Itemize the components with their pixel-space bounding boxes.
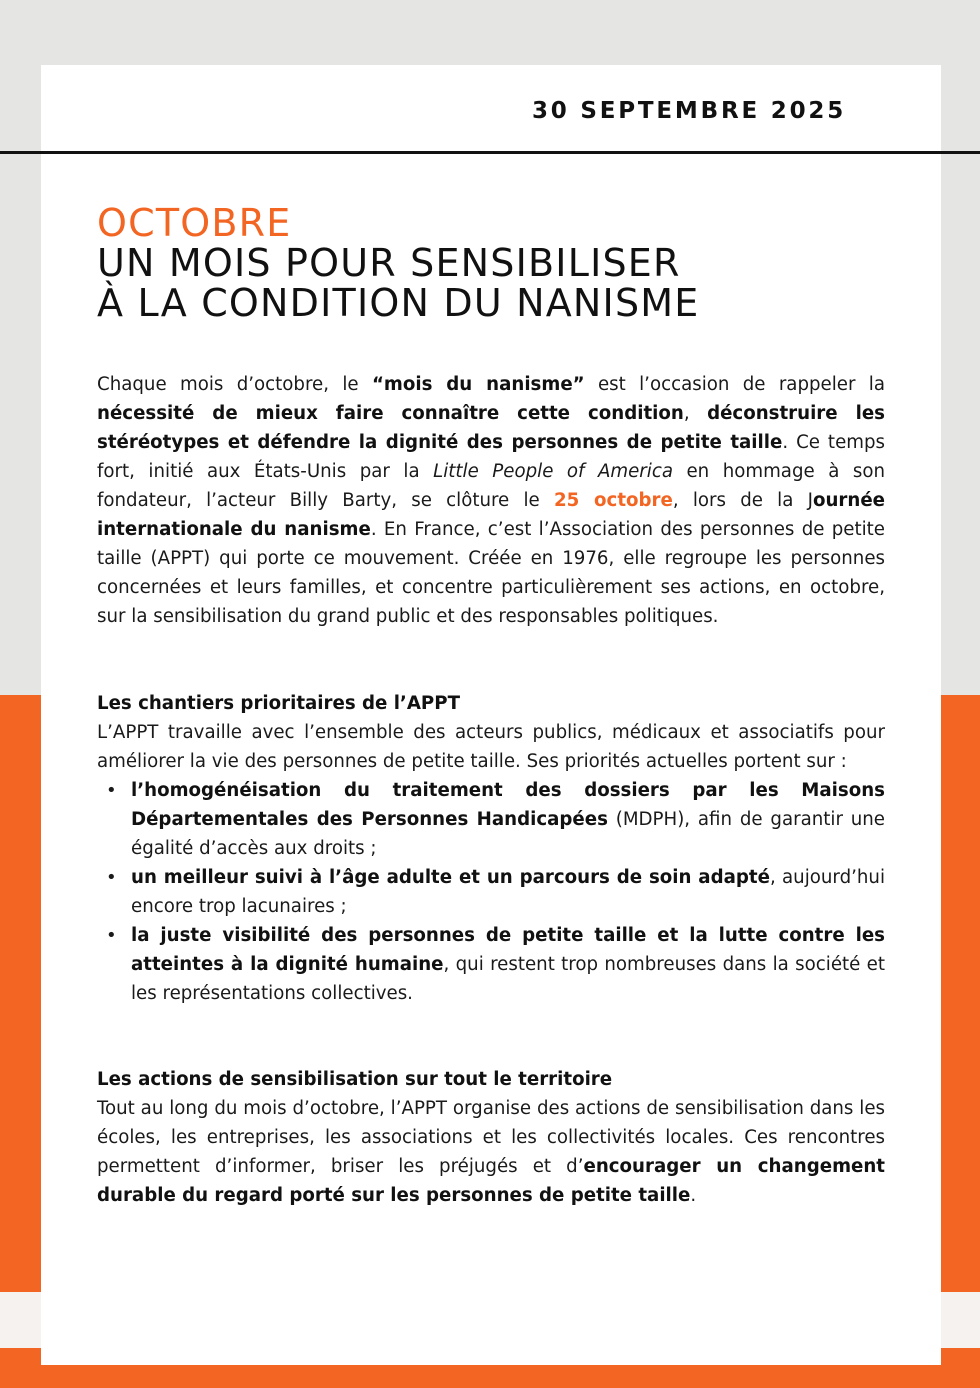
priority-list (97, 776, 885, 1008)
bullet-icon: • (106, 780, 117, 801)
list-item: • un meilleur suivi à l’âge adulte et un parcours de soin adapté, aujourd’hui encore trop lacunaires ; (131, 863, 885, 921)
bullet-icon: • (106, 925, 117, 946)
section-heading: Les chantiers prioritaires de l’APPT (97, 693, 460, 714)
bullet-icon: • (106, 867, 117, 888)
list-item: • l’homogénéisation du traitement des dossiers par les Maisons Départementales des Personnes Handicapées (MDPH), afin de garantir une égalité d’accès aux droits ; (131, 776, 885, 863)
section-priorities (97, 689, 885, 1008)
page-title (97, 203, 700, 323)
highlight-date: 25 octobre (553, 490, 673, 511)
intro-paragraph: Chaque mois d’octobre, le “mois du nanisme” est l’occasion de rappeler la nécessité de mieux faire connaître cette condition, déconstruire les stéréotypes et défendre la dignité des personnes de petite taille. Ce temps fort, initié aux États-Unis par la Little People of America en hommage à son fondateur, l’acteur Billy Barty, se clôture le 25 octobre, lors de la Journée internationale du nanisme. En France, c’est l’Association des personnes de petite taille (APPT) qui porte ce mouvement. Créée en 1976, elle regroupe les personnes concernées et leurs familles, et concentre particulièrement ses actions, en octobre, sur la sensibilisation du grand public et des responsables politiques. (97, 374, 885, 627)
list-item: • la juste visibilité des personnes de petite taille et la lutte contre les atteintes à la dignité humaine, qui restent trop nombreuses dans la société et les représentations collectives. (131, 921, 885, 1008)
section-heading: Les actions de sensibilisation sur tout le territoire (97, 1069, 613, 1090)
publication-date: 30 SEPTEMBRE 2025 (531, 98, 846, 124)
title-line-3: À LA CONDITION DU NANISME (97, 281, 700, 325)
section-text: L’APPT travaille avec l’ensemble des acteurs publics, médicaux et associatifs pour améliorer la vie des personnes de petite taille. Ses priorités actuelles portent sur : (97, 722, 885, 772)
title-line-1: OCTOBRE (97, 201, 292, 245)
section-text: Tout au long du mois d’octobre, l’APPT organise des actions de sensibilisation dans les écoles, les entreprises, les associations et les collectivités locales. Ces rencontres permettent d’informer, briser les préjugés et d’encourager un changement durable du regard porté sur les personnes de petite taille. (97, 1098, 885, 1206)
header-rule (0, 151, 980, 154)
title-line-2: UN MOIS POUR SENSIBILISER (97, 241, 681, 285)
section-actions (97, 1065, 885, 1210)
